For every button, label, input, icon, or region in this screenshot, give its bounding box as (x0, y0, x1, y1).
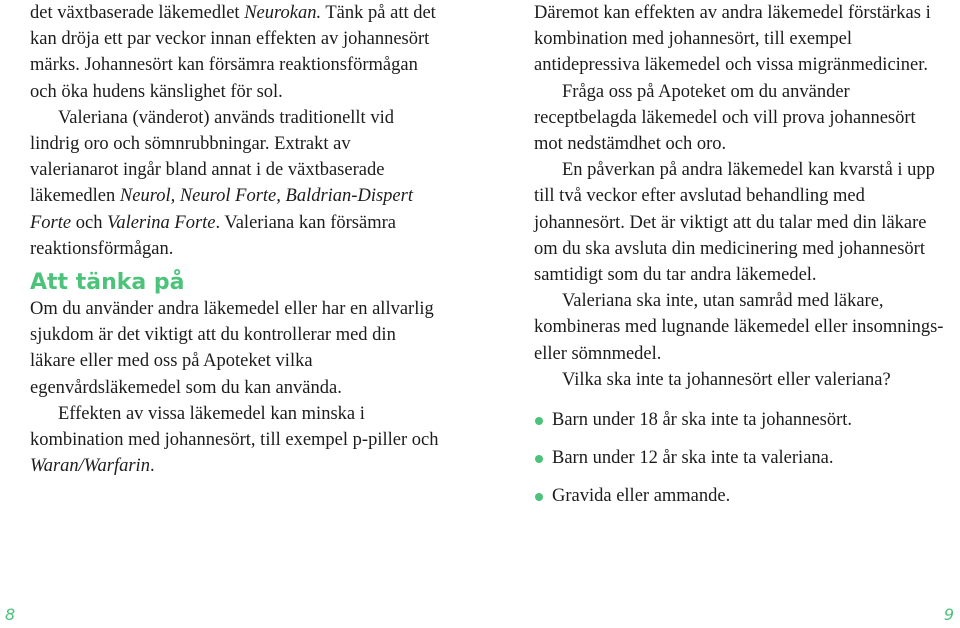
bullet-icon (535, 493, 543, 501)
text-run: Neurol, Neurol Forte, Baldrian-Dispert Forte (30, 186, 413, 233)
left-paragraph-3 (30, 296, 442, 401)
text-run: det växtbaserade läkemedlet (30, 3, 245, 23)
right-column (534, 0, 946, 521)
text-run: Vilka ska inte ta johannesört eller valeriana? (562, 369, 891, 390)
left-column (30, 0, 442, 479)
text-run: Waran/Warfarin (30, 456, 150, 477)
text-run: och (71, 212, 108, 233)
text-run: Däremot kan effekten av andra läkemedel förstärkas i kombination med johannesört, till exempel antidepressiva läkemedel och vissa migränmediciner. (534, 3, 931, 76)
right-paragraph-5 (534, 367, 946, 393)
text-run: Om du använder andra läkemedel eller har en allvarlig sjukdom är det viktigt att du kontrollerar med din läkare eller med oss på Apoteket vilka egenvårdsläkemedel som du kan använda. (30, 299, 434, 398)
right-paragraph-2 (534, 79, 946, 158)
list-item (534, 445, 946, 471)
text-run: Valeriana (vänderot) används traditionellt vid lindrig oro och sömnrubbningar. Extrakt av valerianarot ingår bland annat i de växtbaserade läkemedlen (30, 107, 394, 207)
list-item (534, 407, 946, 433)
list-item (534, 483, 946, 509)
text-run: En påverkan på andra läkemedel kan kvarstå i upp till två veckor efter avslutad behandling med johannesört. Det är viktigt att du talar med din läkare om du ska avsluta din medicinering med johannesört samtidigt som du tar andra läkemedel. (534, 160, 935, 286)
page-number-left: 8 (5, 605, 16, 624)
right-paragraph-1 (534, 0, 946, 79)
text-run: Valeriana ska inte, utan samråd med läkare, kombineras med lugnande läkemedel eller insomnings- eller sömnmedel. (534, 291, 944, 364)
list-item-text: Barn under 12 år ska inte ta valeriana. (552, 448, 834, 469)
left-paragraph-1 (30, 0, 442, 105)
left-paragraph-2 (30, 105, 442, 262)
bullet-icon (535, 455, 543, 463)
text-run: . (149, 456, 155, 477)
bullet-list (534, 407, 946, 509)
bullet-icon (535, 417, 543, 425)
text-run: Tänk på att det kan dröja ett par veckor innan effekten av johannesört märks. Johannesört kan försämra reaktionsförmågan och öka hudens känslighet för sol. (30, 3, 436, 102)
text-run: . Valeriana kan försämra reaktionsförmågan. (30, 212, 396, 259)
page-number-right: 9 (943, 605, 954, 624)
list-item-text: Barn under 18 år ska inte ta johannesört. (552, 410, 853, 431)
list-item-text: Gravida eller ammande. (552, 486, 731, 507)
section-heading: Att tänka på (30, 270, 185, 296)
text-run: Valerina Forte (107, 212, 216, 233)
text-run: Neurokan. (244, 3, 322, 23)
text-run: Effekten av vissa läkemedel kan minska i kombination med johannesört, till exempel p-piller och (30, 403, 439, 451)
text-run: Fråga oss på Apoteket om du använder receptbelagda läkemedel och vill prova johannesört mot nedstämdhet och oro. (534, 81, 916, 155)
left-paragraph-4 (30, 401, 442, 480)
right-paragraph-3 (534, 157, 946, 288)
right-paragraph-4 (534, 288, 946, 367)
